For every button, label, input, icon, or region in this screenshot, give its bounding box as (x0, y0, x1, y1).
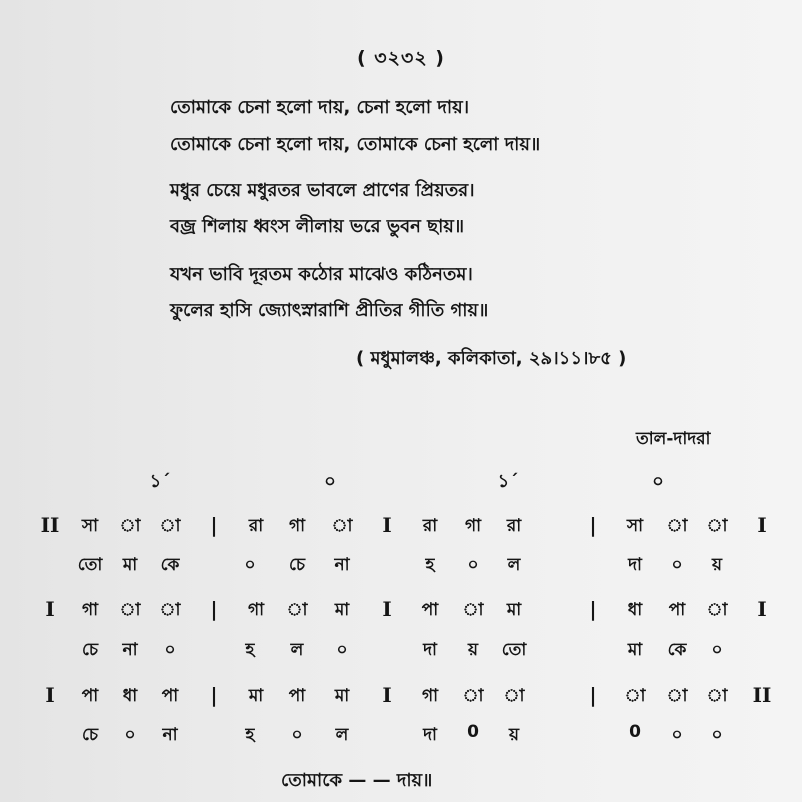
beat-marker: ০ (324, 471, 336, 492)
barline: | (589, 597, 597, 621)
barline: I (45, 597, 55, 621)
lyric-syllable: দা (423, 725, 437, 745)
swara-note: ধা (627, 600, 643, 620)
barline: | (210, 513, 218, 537)
lyric-syllable: ০ (244, 555, 256, 575)
swara-note: া (331, 516, 353, 536)
lyric-syllable: ল (507, 555, 521, 575)
swara-note: সা (626, 516, 644, 536)
lyric-syllable: 0 (629, 722, 641, 742)
swara-note: া (119, 600, 141, 620)
swara-note: া (159, 516, 181, 536)
swara-note: গা (288, 516, 306, 536)
lyric-line-2: তোমাকে চেনা হলো দায়, তোমাকে চেনা হলো দায়॥ (170, 134, 541, 155)
swara-note: গা (464, 516, 482, 536)
lyric-syllable: না (122, 640, 138, 660)
lyric-line-5: যখন ভাবি দূরতম কঠোর মাঝেও কঠিনতম। (170, 264, 473, 285)
closing-line: তোমাকে — — দায়॥ (281, 770, 433, 791)
lyric-syllable: 0 (467, 722, 479, 742)
swara-note: া (706, 516, 728, 536)
lyric-syllable: চে (288, 555, 306, 575)
lyric-line-1: তোমাকে চেনা হলো দায়, চেনা হলো দায়। (170, 97, 470, 118)
swara-note: া (706, 600, 728, 620)
swara-note: গা (81, 600, 99, 620)
swara-note: া (624, 686, 646, 706)
lyric-syllable: চে (81, 640, 99, 660)
barline: I (757, 513, 767, 537)
tala-label: তাল-দাদরা (636, 429, 711, 449)
swara-note: া (666, 686, 688, 706)
swara-note: রা (422, 516, 438, 536)
beat-marker: ০ (652, 471, 664, 492)
lyric-syllable: মা (627, 640, 643, 660)
lyric-syllable: ০ (671, 725, 683, 745)
lyric-syllable: ০ (336, 640, 348, 660)
beat-marker: ১´ (149, 471, 171, 492)
swara-note: পা (288, 686, 306, 706)
lyric-syllable: ০ (164, 640, 176, 660)
swara-note: রা (506, 516, 522, 536)
lyric-syllable: ০ (291, 725, 303, 745)
swara-note: রা (248, 516, 264, 536)
lyric-syllable: য় (711, 555, 723, 575)
lyric-syllable: চে (81, 725, 99, 745)
barline: I (45, 683, 55, 707)
lyric-syllable: ০ (671, 555, 683, 575)
composition-source: ( মধুমালঞ্চ, কলিকাতা, ২৯।১১।৮৫ ) (356, 348, 627, 369)
lyric-syllable: ০ (467, 555, 479, 575)
swara-note: া (159, 600, 181, 620)
barline: | (210, 597, 218, 621)
lyric-syllable: ল (290, 640, 304, 660)
swara-note: পা (81, 686, 99, 706)
swara-note: া (286, 600, 308, 620)
lyric-syllable: কে (667, 640, 687, 660)
lyric-syllable: হ (245, 725, 255, 745)
lyric-syllable: মা (122, 555, 138, 575)
lyric-syllable: ০ (711, 725, 723, 745)
swara-note: পা (161, 686, 179, 706)
swara-note: া (666, 516, 688, 536)
lyric-syllable: হ (245, 640, 255, 660)
swara-note: পা (668, 600, 686, 620)
lyric-syllable: না (334, 555, 350, 575)
lyric-syllable: না (162, 725, 178, 745)
barline: I (757, 597, 767, 621)
swara-note: মা (248, 686, 264, 706)
barline: II (752, 683, 772, 707)
lyric-line-3: মধুর চেয়ে মধুরতর ভাবলে প্রাণের প্রিয়তর। (170, 180, 475, 201)
barline: | (589, 513, 597, 537)
lyric-syllable: য় (467, 640, 479, 660)
lyric-syllable: হ (425, 555, 435, 575)
swara-note: ধা (122, 686, 138, 706)
swara-note: া (462, 686, 484, 706)
barline: I (382, 597, 392, 621)
swara-note: সা (81, 516, 99, 536)
swara-note: মা (334, 686, 350, 706)
lyric-syllable: ০ (711, 640, 723, 660)
barline: | (589, 683, 597, 707)
barline: | (210, 683, 218, 707)
swara-note: া (119, 516, 141, 536)
swara-note: গা (421, 686, 439, 706)
lyric-syllable: তো (77, 555, 103, 575)
lyric-syllable: য় (508, 725, 520, 745)
swara-note: মা (506, 600, 522, 620)
lyric-syllable: দা (423, 640, 437, 660)
lyric-syllable: ল (335, 725, 349, 745)
barline: II (40, 513, 60, 537)
swara-note: া (706, 686, 728, 706)
lyric-syllable: কে (160, 555, 180, 575)
barline: I (382, 513, 392, 537)
beat-marker: ১´ (497, 471, 519, 492)
swara-note: া (462, 600, 484, 620)
swara-note: পা (421, 600, 439, 620)
lyric-line-4: বজ্র শিলায় ধ্বংস লীলায় ভরে ভুবন ছায়॥ (170, 216, 465, 237)
song-number: ( ৩২৩২ ) (356, 47, 445, 69)
swara-note: মা (334, 600, 350, 620)
swara-note: া (503, 686, 525, 706)
lyric-syllable: দা (628, 555, 642, 575)
barline: I (382, 683, 392, 707)
lyric-syllable: ০ (124, 725, 136, 745)
lyric-line-6: ফুলের হাসি জ্যোৎস্নারাশি প্রীতির গীতি গায়॥ (170, 300, 489, 321)
swara-note: গা (247, 600, 265, 620)
lyric-syllable: তো (501, 640, 527, 660)
